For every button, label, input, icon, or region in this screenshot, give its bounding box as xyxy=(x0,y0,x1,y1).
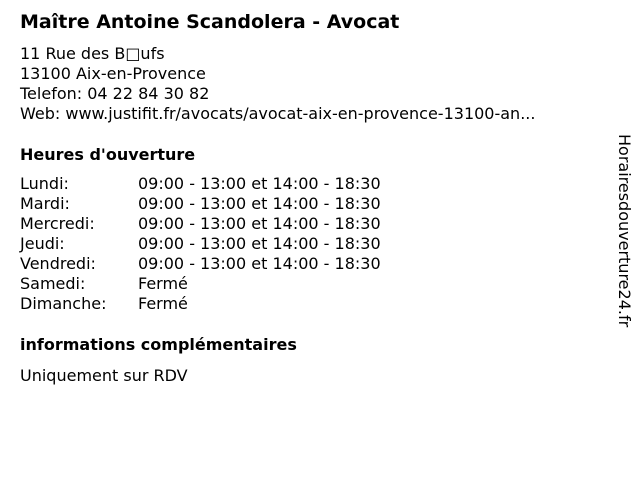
hours-value: 09:00 - 13:00 et 14:00 - 18:30 xyxy=(138,194,381,213)
hours-row-thursday xyxy=(20,234,381,254)
day-label: Dimanche: xyxy=(20,294,107,313)
day-label: Lundi: xyxy=(20,174,69,193)
hours-row-saturday xyxy=(20,274,381,294)
day-label: Samedi: xyxy=(20,274,86,293)
day-label: Mercredi: xyxy=(20,214,95,233)
hours-value: 09:00 - 13:00 et 14:00 - 18:30 xyxy=(138,234,381,253)
page-title: Maître Antoine Scandolera - Avocat xyxy=(20,11,400,33)
day-label: Mardi: xyxy=(20,194,70,213)
city: 13100 Aix-en-Provence xyxy=(20,64,206,83)
street-address: 11 Rue des B□ufs xyxy=(20,44,165,63)
hours-row-tuesday xyxy=(20,194,381,214)
hours-value: 09:00 - 13:00 et 14:00 - 18:30 xyxy=(138,254,381,273)
additional-info-heading: informations complémentaires xyxy=(20,335,297,354)
hours-value: Fermé xyxy=(138,294,188,313)
hours-row-friday xyxy=(20,254,381,274)
hours-value: Fermé xyxy=(138,274,188,293)
hours-row-monday xyxy=(20,174,381,194)
address-block xyxy=(20,44,535,124)
hours-value: 09:00 - 13:00 et 14:00 - 18:30 xyxy=(138,174,381,193)
hours-row-sunday xyxy=(20,294,381,314)
phone-number: Telefon: 04 22 84 30 82 xyxy=(20,84,210,103)
opening-hours-heading: Heures d'ouverture xyxy=(20,145,196,164)
day-label: Vendredi: xyxy=(20,254,96,273)
additional-info-text: Uniquement sur RDV xyxy=(20,366,188,385)
day-label: Jeudi: xyxy=(20,234,65,253)
site-watermark: Horairesdouverture24.fr xyxy=(615,134,634,328)
website: Web: www.justifit.fr/avocats/avocat-aix-en-provence-13100-an... xyxy=(20,104,536,123)
hours-value: 09:00 - 13:00 et 14:00 - 18:30 xyxy=(138,214,381,233)
hours-row-wednesday xyxy=(20,214,381,234)
opening-hours-table xyxy=(20,174,381,314)
